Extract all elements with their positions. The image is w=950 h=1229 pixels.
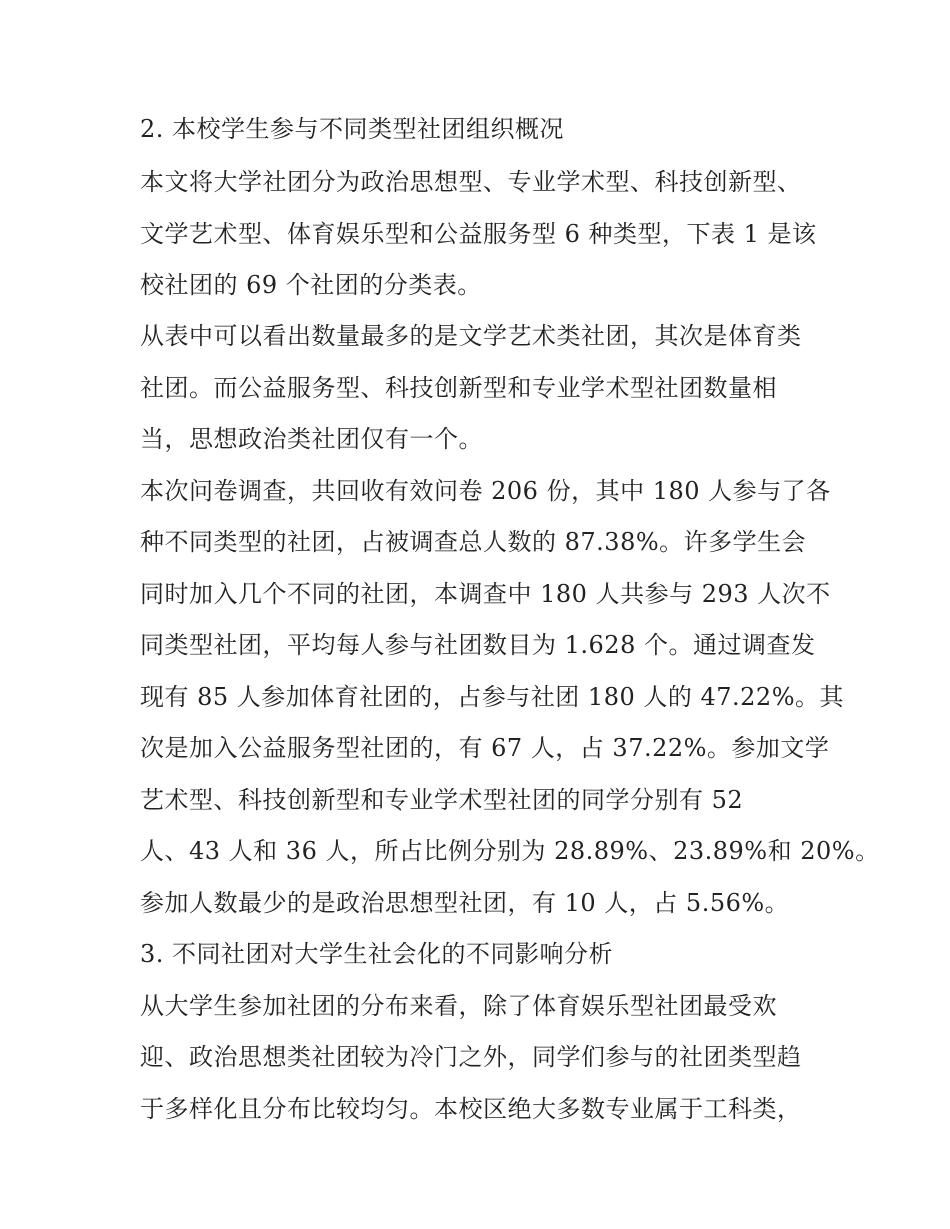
- text-line: 迎、政治思想类社团较为冷门之外，同学们参与的社团类型趋: [140, 1043, 802, 1071]
- text-line: 校社团的 69 个社团的分类表。: [140, 271, 482, 299]
- text-line: 从表中可以看出数量最多的是文学艺术类社团，其次是体育类: [140, 322, 802, 350]
- text-line: 于多样化且分布比较均匀。本校区绝大多数专业属于工科类，: [140, 1095, 802, 1123]
- text-line: 种不同类型的社团，占被调查总人数的 87.38%。许多学生会: [140, 528, 807, 556]
- text-line: 现有 85 人参加体育社团的，占参与社团 180 人的 47.22%。其: [140, 683, 845, 711]
- text-line: 当，思想政治类社团仅有一个。: [140, 425, 483, 453]
- text-line: 社团。而公益服务型、科技创新型和专业学术型社团数量相: [140, 374, 777, 402]
- text-line: 同时加入几个不同的社团，本调查中 180 人共参与 293 人次不: [140, 580, 831, 608]
- text-line: 艺术型、科技创新型和专业学术型社团的同学分别有 52: [140, 786, 744, 814]
- text-line: 次是加入公益服务型社团的，有 67 人，占 37.22%。参加文学: [140, 734, 830, 762]
- text-line: 从大学生参加社团的分布来看，除了体育娱乐型社团最受欢: [140, 992, 777, 1020]
- text-line: 本次问卷调查，共回收有效问卷 206 份，其中 180 人参与了各: [140, 477, 831, 505]
- section-heading: 2. 本校学生参与不同类型社团组织概况: [140, 115, 565, 143]
- section-heading: 3. 不同社团对大学生社会化的不同影响分析: [140, 940, 614, 968]
- text-line: 文学艺术型、体育娱乐型和公益服务型 6 种类型，下表 1 是该: [140, 220, 817, 248]
- text-line: 同类型社团，平均每人参与社团数目为 1.628 个。通过调查发: [140, 631, 816, 659]
- text-line: 本文将大学社团分为政治思想型、专业学术型、科技创新型、: [140, 168, 802, 196]
- text-line: 人、43 人和 36 人，所占比例分别为 28.89%、23.89%和 20%。: [140, 837, 880, 865]
- text-line: 参加人数最少的是政治思想型社团，有 10 人，占 5.56%。: [140, 889, 790, 917]
